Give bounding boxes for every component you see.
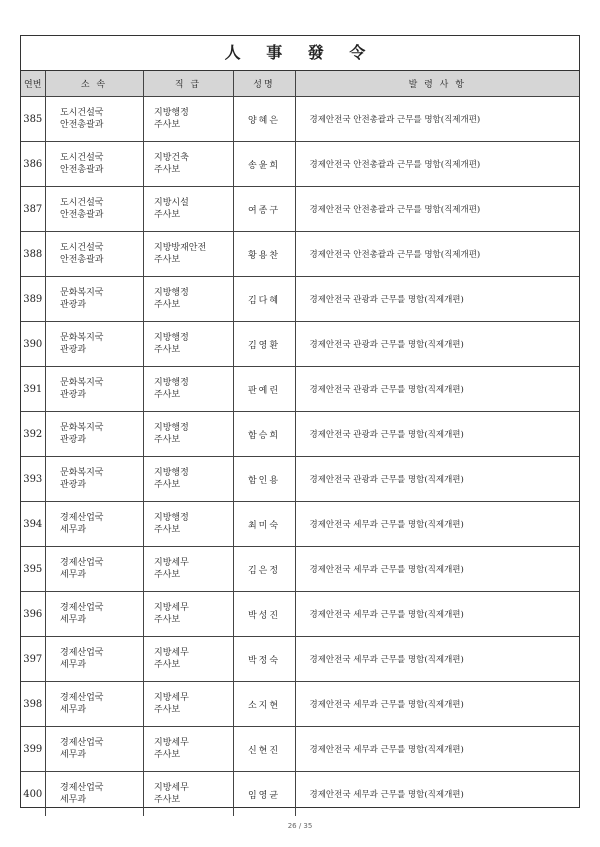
- order-detail: 경제안전국 안전총괄과 근무를 명함(직제개편): [295, 187, 579, 232]
- rank-cell: [143, 97, 233, 142]
- org-bureau: 경제산업국: [60, 603, 104, 613]
- document-title: 人 事 發 令: [21, 36, 579, 71]
- row-number: 394: [21, 502, 45, 547]
- rank-cell: [143, 727, 233, 772]
- rank-series: 지방행정: [154, 333, 189, 343]
- employee-name: 신현진: [233, 727, 295, 772]
- org-cell: [45, 637, 143, 682]
- table-row: [21, 277, 579, 322]
- rank-cell: [143, 367, 233, 412]
- rank-cell: [143, 232, 233, 277]
- order-detail: 경제안전국 세무과 근무를 명함(직제개편): [295, 682, 579, 727]
- rank-series: 지방세무: [154, 693, 189, 703]
- row-number: 392: [21, 412, 45, 457]
- rank-cell: [143, 637, 233, 682]
- employee-name: 최미숙: [233, 502, 295, 547]
- table-row: [21, 547, 579, 592]
- org-bureau: 도시건설국: [60, 198, 104, 208]
- org-division: 관광과: [60, 435, 87, 445]
- order-detail: 경제안전국 세무과 근무를 명함(직제개편): [295, 727, 579, 772]
- order-detail: 경제안전국 세무과 근무를 명함(직제개편): [295, 592, 579, 637]
- rank-series: 지방시설: [154, 198, 189, 208]
- order-detail: 경제안전국 세무과 근무를 명함(직제개편): [295, 637, 579, 682]
- table-row: [21, 457, 579, 502]
- table-row: [21, 772, 579, 817]
- row-number: 395: [21, 547, 45, 592]
- order-detail: 경제안전국 안전총괄과 근무를 명함(직제개편): [295, 142, 579, 187]
- order-detail: 경제안전국 세무과 근무를 명함(직제개편): [295, 502, 579, 547]
- rank-grade: 주사보: [154, 345, 181, 355]
- row-number: 391: [21, 367, 45, 412]
- employee-name: 박정숙: [233, 637, 295, 682]
- page-number: 26 / 35: [287, 822, 313, 830]
- employee-name: 함승희: [233, 412, 295, 457]
- table-row: [21, 502, 579, 547]
- org-cell: [45, 322, 143, 367]
- order-detail: 경제안전국 안전총괄과 근무를 명함(직제개편): [295, 232, 579, 277]
- org-bureau: 도시건설국: [60, 243, 104, 253]
- rank-grade: 주사보: [154, 525, 181, 535]
- rank-grade: 주사보: [154, 570, 181, 580]
- org-bureau: 도시건설국: [60, 153, 104, 163]
- org-bureau: 문화복지국: [60, 468, 104, 478]
- personnel-table: [21, 71, 579, 816]
- org-cell: [45, 457, 143, 502]
- org-division: 관광과: [60, 345, 87, 355]
- org-bureau: 경제산업국: [60, 693, 104, 703]
- employee-name: 김다혜: [233, 277, 295, 322]
- employee-name: 임영균: [233, 772, 295, 817]
- order-detail: 경제안전국 관광과 근무를 명함(직제개편): [295, 457, 579, 502]
- rank-cell: [143, 457, 233, 502]
- employee-name: 여종구: [233, 187, 295, 232]
- row-number: 388: [21, 232, 45, 277]
- rank-grade: 주사보: [154, 390, 181, 400]
- header-rank: 직 급: [143, 71, 233, 97]
- table-row: [21, 187, 579, 232]
- row-number: 387: [21, 187, 45, 232]
- org-cell: [45, 277, 143, 322]
- rank-series: 지방건축: [154, 153, 189, 163]
- org-bureau: 도시건설국: [60, 108, 104, 118]
- org-cell: [45, 592, 143, 637]
- org-bureau: 경제산업국: [60, 648, 104, 658]
- rank-cell: [143, 277, 233, 322]
- rank-cell: [143, 322, 233, 367]
- org-division: 관광과: [60, 480, 87, 490]
- org-cell: [45, 142, 143, 187]
- rank-grade: 주사보: [154, 615, 181, 625]
- org-cell: [45, 502, 143, 547]
- rank-grade: 주사보: [154, 120, 181, 130]
- rank-series: 지방행정: [154, 513, 189, 523]
- org-division: 세무과: [60, 570, 87, 580]
- rank-series: 지방세무: [154, 738, 189, 748]
- org-division: 관광과: [60, 390, 87, 400]
- order-detail: 경제안전국 관광과 근무를 명함(직제개편): [295, 277, 579, 322]
- org-division: 세무과: [60, 615, 87, 625]
- org-cell: [45, 727, 143, 772]
- row-number: 390: [21, 322, 45, 367]
- org-division: 세무과: [60, 705, 87, 715]
- employee-name: 송윤희: [233, 142, 295, 187]
- row-number: 398: [21, 682, 45, 727]
- rank-grade: 주사보: [154, 165, 181, 175]
- org-cell: [45, 187, 143, 232]
- order-detail: 경제안전국 안전총괄과 근무를 명함(직제개편): [295, 97, 579, 142]
- org-bureau: 경제산업국: [60, 738, 104, 748]
- org-cell: [45, 97, 143, 142]
- org-cell: [45, 367, 143, 412]
- org-division: 안전총괄과: [60, 120, 104, 130]
- table-row: [21, 367, 579, 412]
- header-num: 연번: [21, 71, 45, 97]
- rank-cell: [143, 547, 233, 592]
- rank-series: 지방세무: [154, 603, 189, 613]
- table-row: [21, 637, 579, 682]
- row-number: 386: [21, 142, 45, 187]
- row-number: 393: [21, 457, 45, 502]
- rank-grade: 주사보: [154, 435, 181, 445]
- org-division: 안전총괄과: [60, 255, 104, 265]
- org-bureau: 경제산업국: [60, 558, 104, 568]
- org-bureau: 경제산업국: [60, 513, 104, 523]
- table-row: [21, 412, 579, 457]
- employee-name: 황용찬: [233, 232, 295, 277]
- org-division: 안전총괄과: [60, 165, 104, 175]
- org-bureau: 문화복지국: [60, 333, 104, 343]
- rank-series: 지방행정: [154, 423, 189, 433]
- rank-cell: [143, 772, 233, 817]
- org-division: 세무과: [60, 795, 87, 805]
- org-cell: [45, 772, 143, 817]
- personnel-order-sheet: [20, 35, 580, 808]
- rank-series: 지방행정: [154, 108, 189, 118]
- org-bureau: 경제산업국: [60, 783, 104, 793]
- table-row: [21, 322, 579, 367]
- rank-series: 지방세무: [154, 558, 189, 568]
- order-detail: 경제안전국 관광과 근무를 명함(직제개편): [295, 412, 579, 457]
- header-row: [21, 71, 579, 97]
- rank-series: 지방세무: [154, 648, 189, 658]
- row-number: 389: [21, 277, 45, 322]
- rank-series: 지방행정: [154, 378, 189, 388]
- org-division: 세무과: [60, 750, 87, 760]
- table-row: [21, 592, 579, 637]
- rank-grade: 주사보: [154, 660, 181, 670]
- header-name: 성명: [233, 71, 295, 97]
- rank-grade: 주사보: [154, 480, 181, 490]
- rank-grade: 주사보: [154, 750, 181, 760]
- org-division: 안전총괄과: [60, 210, 104, 220]
- header-org: 소 속: [45, 71, 143, 97]
- org-bureau: 문화복지국: [60, 288, 104, 298]
- order-detail: 경제안전국 세무과 근무를 명함(직제개편): [295, 772, 579, 817]
- rank-cell: [143, 142, 233, 187]
- rank-series: 지방행정: [154, 288, 189, 298]
- org-division: 세무과: [60, 660, 87, 670]
- table-row: [21, 232, 579, 277]
- rank-series: 지방세무: [154, 783, 189, 793]
- employee-name: 박성진: [233, 592, 295, 637]
- row-number: 400: [21, 772, 45, 817]
- org-cell: [45, 412, 143, 457]
- employee-name: 소지현: [233, 682, 295, 727]
- org-bureau: 문화복지국: [60, 378, 104, 388]
- rank-cell: [143, 502, 233, 547]
- table-row: [21, 97, 579, 142]
- table-row: [21, 727, 579, 772]
- org-cell: [45, 232, 143, 277]
- rank-grade: 주사보: [154, 705, 181, 715]
- employee-name: 판예린: [233, 367, 295, 412]
- org-bureau: 문화복지국: [60, 423, 104, 433]
- rank-cell: [143, 187, 233, 232]
- rank-grade: 주사보: [154, 255, 181, 265]
- header-detail: 발 령 사 항: [295, 71, 579, 97]
- rank-grade: 주사보: [154, 795, 181, 805]
- org-cell: [45, 547, 143, 592]
- row-number: 385: [21, 97, 45, 142]
- order-detail: 경제안전국 관광과 근무를 명함(직제개편): [295, 367, 579, 412]
- rank-grade: 주사보: [154, 300, 181, 310]
- org-division: 세무과: [60, 525, 87, 535]
- row-number: 399: [21, 727, 45, 772]
- rank-cell: [143, 592, 233, 637]
- table-row: [21, 682, 579, 727]
- order-detail: 경제안전국 관광과 근무를 명함(직제개편): [295, 322, 579, 367]
- rank-cell: [143, 412, 233, 457]
- rank-series: 지방행정: [154, 468, 189, 478]
- rank-grade: 주사보: [154, 210, 181, 220]
- employee-name: 김은정: [233, 547, 295, 592]
- table-row: [21, 142, 579, 187]
- org-cell: [45, 682, 143, 727]
- row-number: 396: [21, 592, 45, 637]
- employee-name: 김영환: [233, 322, 295, 367]
- org-division: 관광과: [60, 300, 87, 310]
- rank-cell: [143, 682, 233, 727]
- employee-name: 함인용: [233, 457, 295, 502]
- order-detail: 경제안전국 세무과 근무를 명함(직제개편): [295, 547, 579, 592]
- rank-series: 지방방재안전: [154, 243, 207, 253]
- employee-name: 양혜은: [233, 97, 295, 142]
- row-number: 397: [21, 637, 45, 682]
